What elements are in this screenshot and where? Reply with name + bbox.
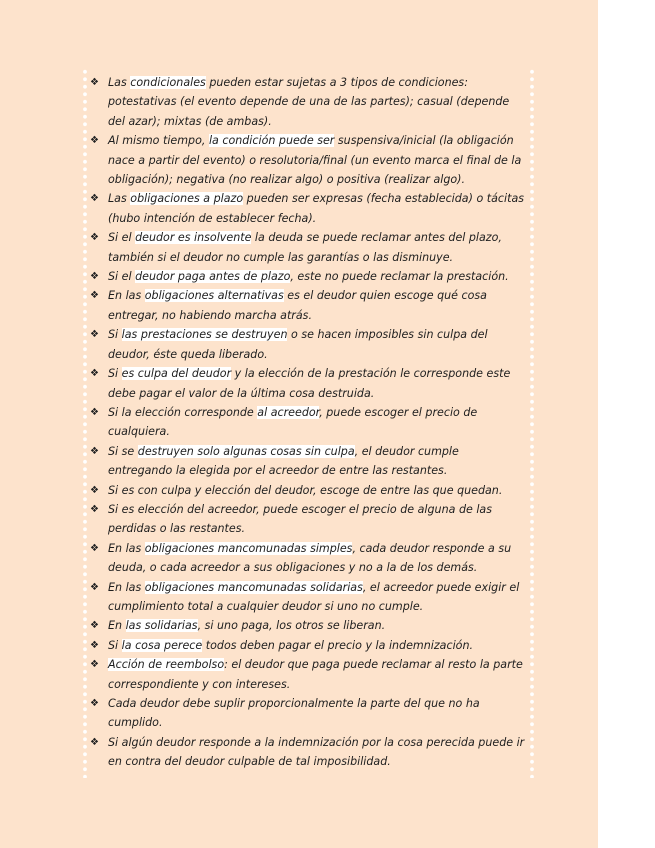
diamond-bullet-icon: ❖ — [90, 406, 99, 418]
highlighted-text: al acreedor — [257, 405, 320, 419]
list-item — [86, 403, 526, 442]
text-segment: Si la elección corresponde — [108, 405, 258, 419]
text-segment: Si es con culpa y elección del deudor, escoge de entre las que quedan. — [108, 483, 503, 497]
list-item — [86, 500, 526, 539]
diamond-bullet-icon: ❖ — [90, 484, 99, 496]
highlighted-text: obligaciones alternativas — [144, 289, 284, 303]
highlighted-text: obligaciones mancomunadas simples — [144, 541, 353, 555]
highlighted-text: deudor paga antes de plazo — [135, 270, 291, 284]
text-segment: Si es elección del acreedor, puede escoger el precio de alguna de las perdidas o las restantes. — [108, 502, 493, 536]
text-segment: En las — [108, 580, 145, 594]
list-item — [86, 189, 526, 228]
diamond-bullet-icon: ❖ — [90, 290, 99, 302]
highlighted-text: obligaciones a plazo — [130, 192, 244, 206]
highlighted-text: Acción de reembolso — [108, 658, 225, 672]
diamond-bullet-icon: ❖ — [90, 639, 99, 651]
diamond-bullet-icon: ❖ — [90, 368, 99, 380]
highlighted-text: la condición puede ser — [208, 134, 335, 148]
text-segment: Si se — [108, 444, 138, 458]
text-segment: , el deudor cumple entregando la elegida por el acreedor de entre las restantes. — [108, 444, 459, 478]
text-segment: , el acreedor puede exigir el cumplimiento total a cualquier deudor si uno no cumple. — [108, 580, 520, 613]
diamond-bullet-icon: ❖ — [90, 542, 99, 554]
highlighted-text: la cosa perece — [121, 638, 203, 652]
text-segment: En las — [108, 289, 145, 303]
text-segment: Si — [108, 367, 122, 381]
highlighted-text: destruyen solo algunas cosas sin culpa — [137, 444, 355, 458]
text-segment: Si — [108, 638, 122, 652]
diamond-bullet-icon: ❖ — [90, 271, 99, 283]
text-segment: , cada deudor responde a su deuda, o cada acreedor a sus obligaciones y no a la de los demás. — [108, 541, 512, 575]
list-item — [86, 578, 526, 617]
diamond-bullet-icon: ❖ — [90, 77, 99, 88]
text-segment: Las — [108, 76, 131, 89]
text-segment: , puede escoger el precio de cualquiera. — [108, 405, 478, 439]
notes-content — [86, 73, 526, 772]
list-item — [86, 539, 526, 578]
bullet-list — [86, 73, 526, 772]
list-item — [86, 636, 526, 655]
text-segment: o se hacen imposibles sin culpa del deudor, éste queda liberado. — [108, 328, 488, 361]
diamond-bullet-icon: ❖ — [90, 135, 99, 147]
diamond-bullet-icon: ❖ — [90, 581, 99, 593]
text-segment: Si el — [108, 231, 136, 245]
text-segment: pueden ser expresas (fecha establecida) o tácitas (hubo intención de establecer fecha). — [108, 192, 525, 225]
text-segment: la deuda se puede reclamar antes del plazo, también si el deudor no cumple las garantías o las disminuye. — [108, 231, 502, 264]
text-segment: Si algún deudor responde a la indemnización por la cosa perecida puede ir en contra del deudor culpable de tal imposibilidad. — [108, 735, 525, 769]
diamond-bullet-icon: ❖ — [90, 659, 99, 671]
diamond-bullet-icon: ❖ — [90, 232, 99, 244]
list-item — [86, 267, 526, 286]
list-item — [86, 131, 526, 189]
highlighted-text: las solidarias — [125, 619, 198, 633]
highlighted-text: deudor es insolvente — [135, 231, 252, 245]
text-segment: suspensiva/inicial (la obligación nace a partir del evento) o resolutoria/final (un evento marca el final de la obligación); negativa (no realizar algo) o positiva (realizar algo). — [108, 134, 522, 187]
text-segment: : el deudor que paga puede reclamar al resto la parte correspondiente y con intereses. — [108, 658, 523, 691]
text-segment: Si el — [108, 270, 136, 284]
text-segment: y la elección de la prestación le corresponde este debe pagar el valor de la última cosa destruida. — [108, 367, 511, 400]
list-item — [86, 228, 526, 267]
diamond-bullet-icon: ❖ — [90, 329, 99, 341]
list-item — [86, 694, 526, 733]
list-item — [86, 481, 526, 500]
text-segment: En — [108, 619, 126, 633]
diamond-bullet-icon: ❖ — [90, 193, 99, 205]
highlighted-text: condicionales — [130, 76, 206, 89]
text-segment: En las — [108, 541, 145, 555]
text-segment: es el deudor quien escoge qué cosa entregar, no habiendo marcha atrás. — [108, 289, 487, 322]
text-segment: Al mismo tiempo, — [108, 134, 209, 148]
diamond-bullet-icon: ❖ — [90, 620, 99, 632]
list-item — [86, 286, 526, 325]
text-segment: Si — [108, 328, 122, 342]
dotted-border-right — [529, 68, 535, 778]
list-item — [86, 364, 526, 403]
highlighted-text: obligaciones mancomunadas solidarias — [144, 580, 363, 594]
list-item — [86, 73, 526, 131]
highlighted-text: es culpa del deudor — [121, 367, 232, 381]
text-segment: , este no puede reclamar la prestación. — [290, 270, 509, 284]
diamond-bullet-icon: ❖ — [90, 698, 99, 709]
diamond-bullet-icon: ❖ — [90, 736, 99, 748]
list-item — [86, 733, 526, 772]
text-segment: Las — [108, 192, 131, 206]
list-item — [86, 325, 526, 364]
text-segment: , si uno paga, los otros se liberan. — [197, 619, 386, 633]
text-segment: todos deben pagar el precio y la indemnización. — [202, 638, 473, 652]
list-item — [86, 655, 526, 694]
text-segment: Cada deudor debe suplir proporcionalmente la parte del que no ha cumplido. — [108, 697, 480, 730]
text-segment: pueden estar sujetas a 3 tipos de condiciones: potestativas (el evento depende de una de las partes); casual (depende del azar); mixtas (de ambas). — [108, 76, 510, 128]
list-item — [86, 616, 526, 635]
diamond-bullet-icon: ❖ — [90, 503, 99, 515]
list-item — [86, 442, 526, 481]
diamond-bullet-icon: ❖ — [90, 445, 99, 457]
highlighted-text: las prestaciones se destruyen — [121, 328, 288, 342]
